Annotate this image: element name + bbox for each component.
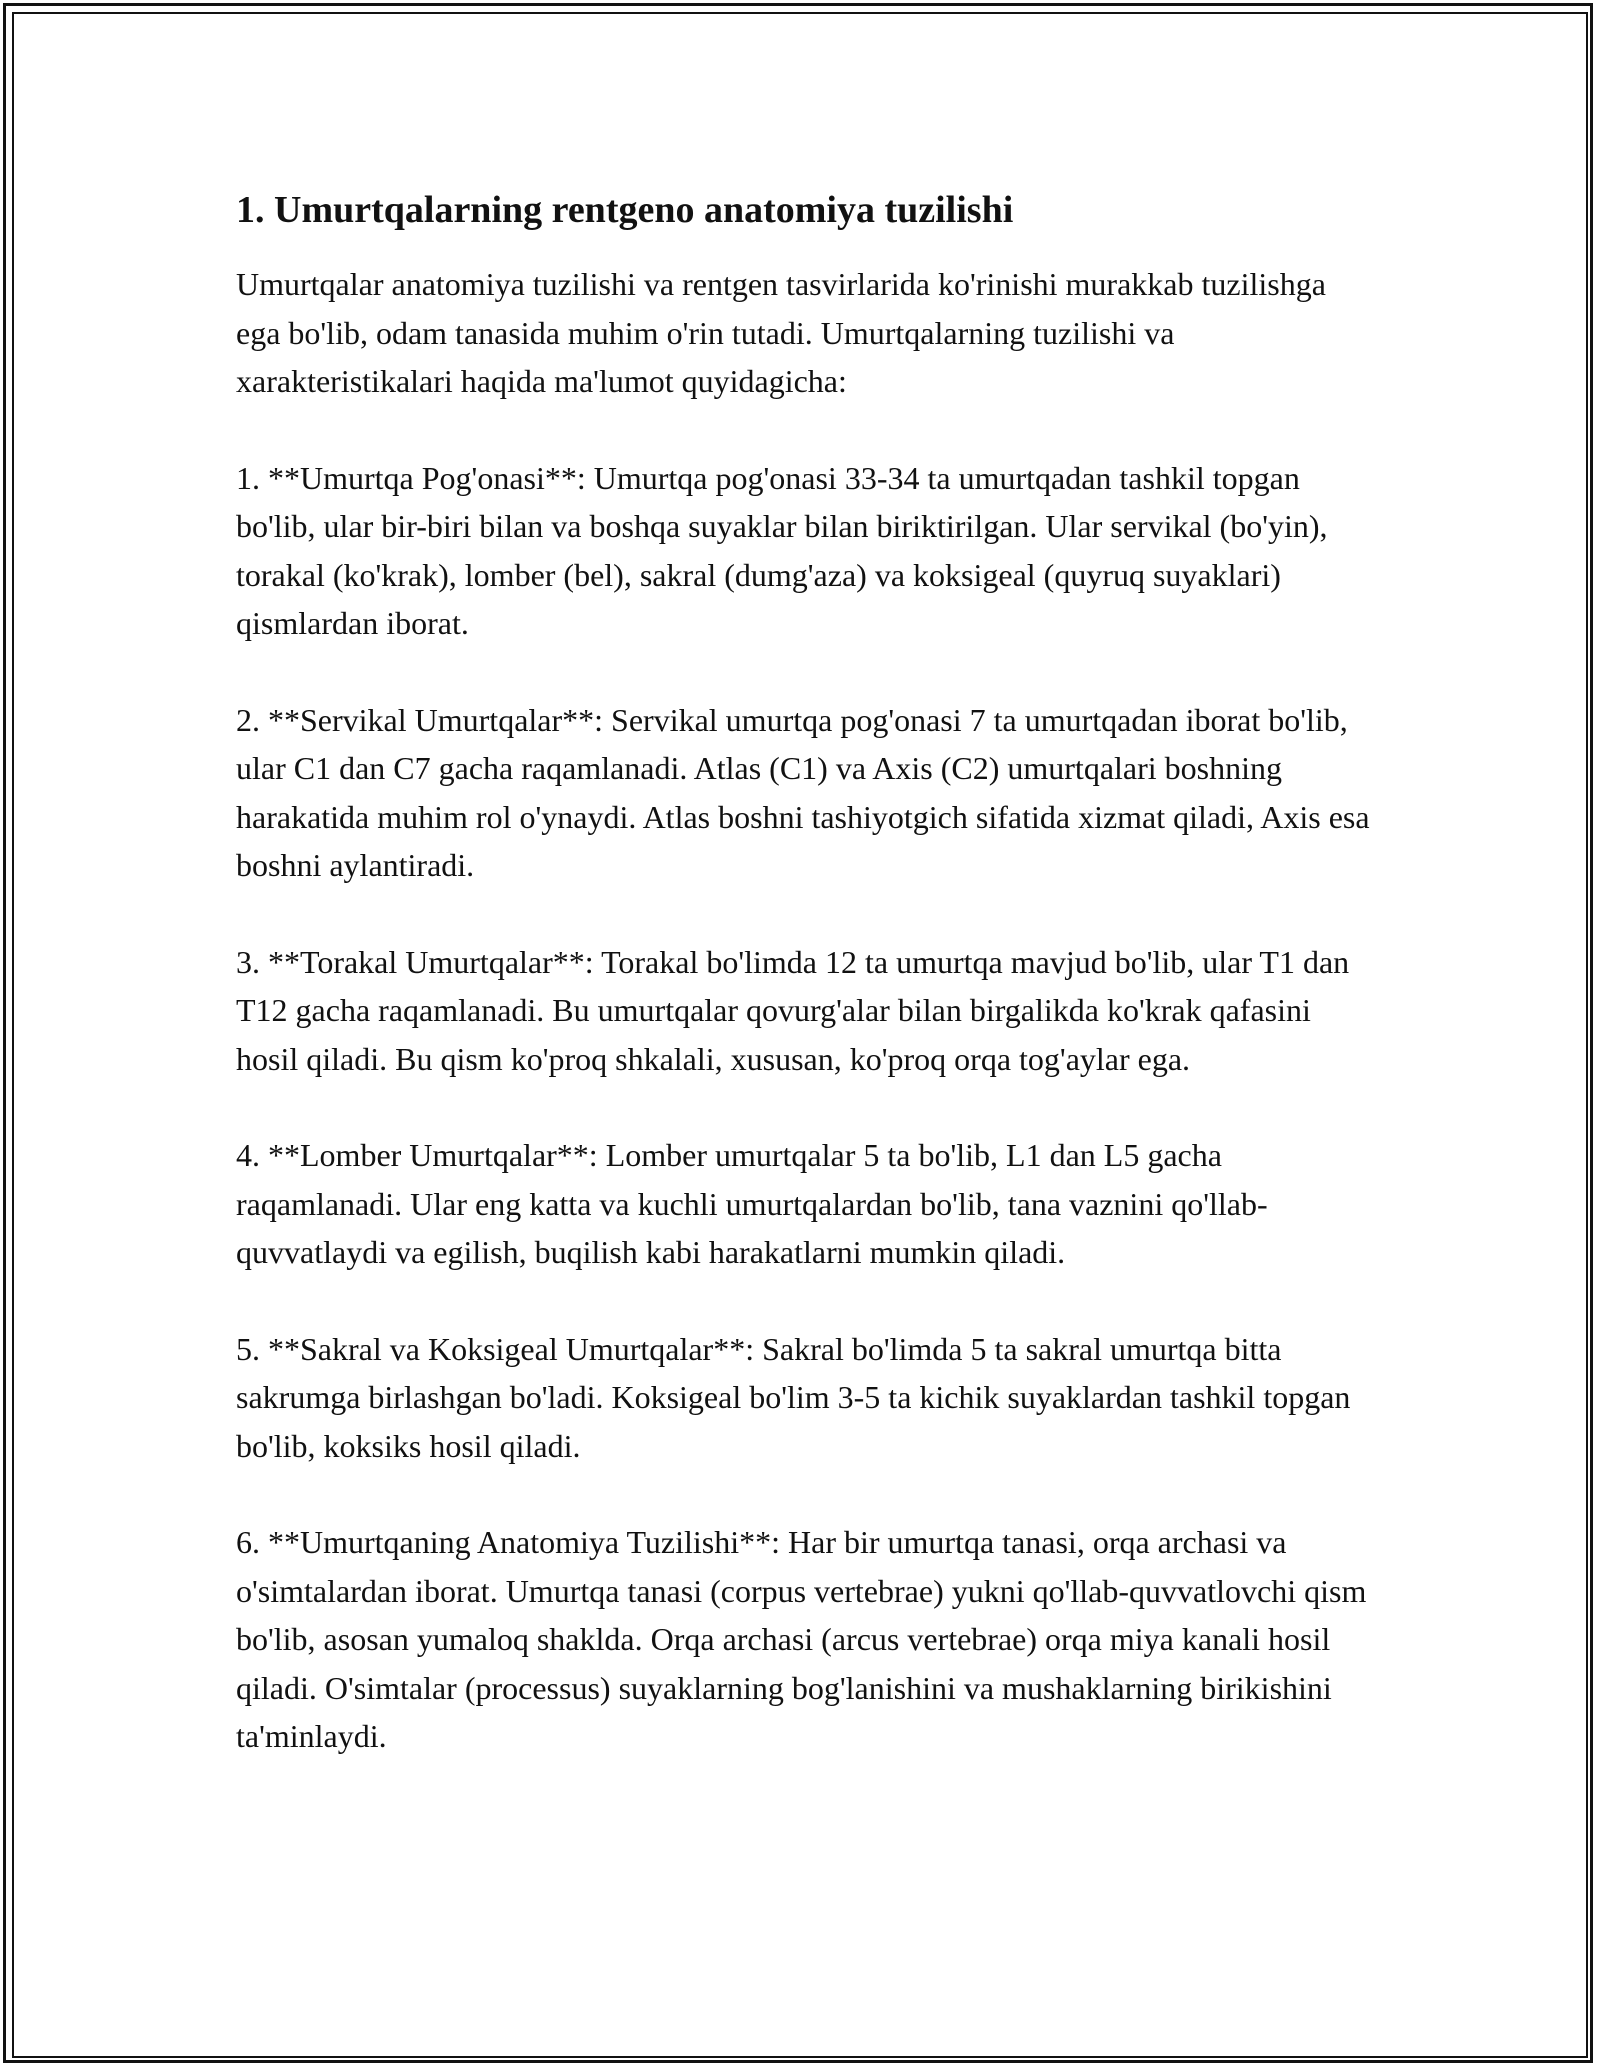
- paragraph-umurtqa-pogonasi: 1. **Umurtqa Pog'onasi**: Umurtqa pog'onasi 33-34 ta umurtqadan tashkil topgan bo'lib, ular bir-biri bilan va boshqa suyaklar bilan biriktirilgan. Ular servikal (bo'yin), torakal (ko'krak), lomber (bel), sakral (dumg'aza) va koksigeal (quyruq suyaklari) qismlardan iborat.: [236, 459, 1328, 641]
- paragraph-lomber-umurtqalar: 4. **Lomber Umurtqalar**: Lomber umurtqalar 5 ta bo'lib, L1 dan L5 gacha raqamlanadi. Ular eng katta va kuchli umurtqalardan bo'lib, tana vaznini qo'llab-quvvatlaydi va egilish, buqilish kabi harakatlarni mumkin qiladi.: [236, 1137, 1268, 1270]
- paragraph-torakal-umurtqalar: 3. **Torakal Umurtqalar**: Torakal bo'limda 12 ta umurtqa mavjud bo'lib, ular T1 dan T12 gacha raqamlanadi. Bu umurtqalar qovurg'alar bilan birgalikda ko'krak qafasini hosil qiladi. Bu qism ko'proq shkalali, xususan, ko'proq orqa tog'aylar ega.: [236, 943, 1350, 1077]
- paragraph-anatomiya-tuzilishi: 6. **Umurtqaning Anatomiya Tuzilishi**: Har bir umurtqa tanasi, orqa archasi va o'simtalardan iborat. Umurtqa tanasi (corpus vertebrae) yukni qo'llab-quvvatlovchi qism bo'lib, asosan yumaloq shaklda. Orqa archasi (arcus vertebrae) orqa miya kanali hosil qiladi. O'simtalar (processus) suyaklarning bog'lanishini va mushaklarning birikishini ta'minlaydi.: [236, 1524, 1367, 1754]
- document-heading: 1. Umurtqalarning rentgeno anatomiya tuzilishi: [236, 189, 1014, 231]
- document-body: [236, 186, 1376, 1809]
- paragraph-servikal-umurtqalar: 2. **Servikal Umurtqalar**: Servikal umurtqa pog'onasi 7 ta umurtqadan iborat bo'lib, ular C1 dan C7 gacha raqamlanadi. Atlas (C1) va Axis (C2) umurtqalari boshning harakatida muhim rol o'ynaydi. Atlas boshni tashiyotgich sifatida xizmat qiladi, Axis esa boshni aylantiradi.: [236, 701, 1370, 883]
- paragraph-sakral-koksigeal: 5. **Sakral va Koksigeal Umurtqalar**: Sakral bo'limda 5 ta sakral umurtqa bitta sakrumga birlashgan bo'ladi. Koksigeal bo'lim 3-5 ta kichik suyaklardan tashkil topgan bo'lib, koksiks hosil qiladi.: [236, 1330, 1351, 1464]
- intro-paragraph: Umurtqalar anatomiya tuzilishi va rentgen tasvirlarida ko'rinishi murakkab tuzilishga ega bo'lib, odam tanasida muhim o'rin tutadi. Umurtqalarning tuzilishi va xarakteristikalari haqida ma'lumot quyidagicha:: [236, 266, 1326, 399]
